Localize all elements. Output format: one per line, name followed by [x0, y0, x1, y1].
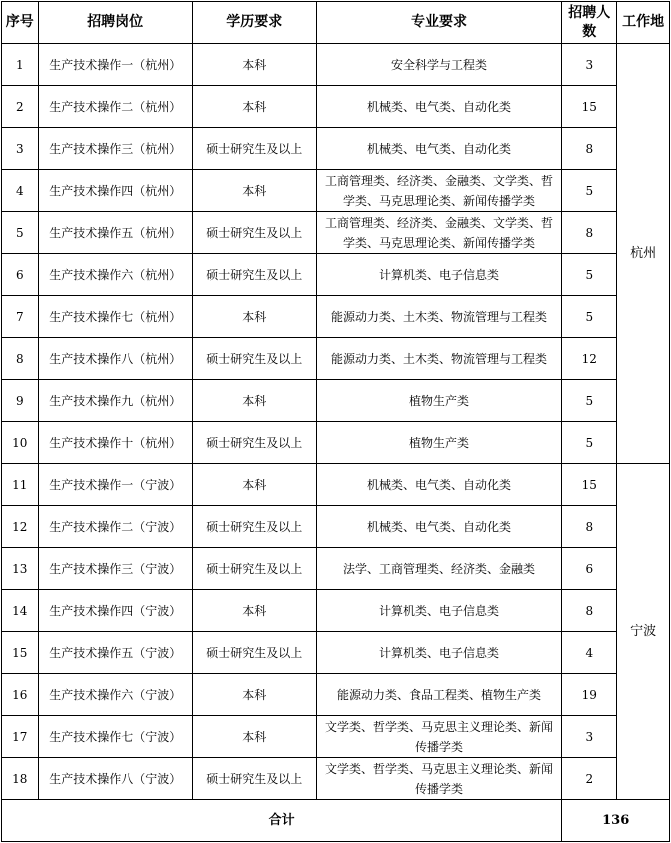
- table-row: [2, 338, 670, 380]
- cell-major: 工商管理类、经济类、金融类、文学类、哲学类、马克思理论类、新闻传播学类: [316, 212, 562, 254]
- cell-major: 工商管理类、经济类、金融类、文学类、哲学类、马克思理论类、新闻传播学类: [316, 170, 562, 212]
- table-row: [2, 716, 670, 758]
- cell-count: 12: [562, 338, 617, 380]
- cell-education: 本科: [192, 86, 316, 128]
- cell-index: 2: [2, 86, 39, 128]
- header-location: 工作地: [617, 2, 670, 44]
- cell-education: 硕士研究生及以上: [192, 254, 316, 296]
- cell-count: 8: [562, 506, 617, 548]
- cell-major: 法学、工商管理类、经济类、金融类: [316, 548, 562, 590]
- cell-major: 机械类、电气类、自动化类: [316, 464, 562, 506]
- cell-count: 8: [562, 212, 617, 254]
- table-row: [2, 506, 670, 548]
- cell-position: 生产技术操作二（宁波）: [38, 506, 192, 548]
- table-row: [2, 44, 670, 86]
- cell-position: 生产技术操作三（宁波）: [38, 548, 192, 590]
- cell-count: 5: [562, 170, 617, 212]
- cell-count: 6: [562, 548, 617, 590]
- cell-index: 4: [2, 170, 39, 212]
- cell-count: 4: [562, 632, 617, 674]
- cell-position: 生产技术操作二（杭州）: [38, 86, 192, 128]
- table-body: [2, 44, 670, 842]
- cell-index: 14: [2, 590, 39, 632]
- table-row: [2, 632, 670, 674]
- table-row: [2, 758, 670, 800]
- cell-position: 生产技术操作十（杭州）: [38, 422, 192, 464]
- cell-education: 本科: [192, 296, 316, 338]
- cell-major: 文学类、哲学类、马克思主义理论类、新闻传播学类: [316, 716, 562, 758]
- cell-major: 计算机类、电子信息类: [316, 590, 562, 632]
- cell-major: 植物生产类: [316, 422, 562, 464]
- cell-position: 生产技术操作六（杭州）: [38, 254, 192, 296]
- cell-count: 15: [562, 86, 617, 128]
- cell-count: 5: [562, 296, 617, 338]
- cell-index: 10: [2, 422, 39, 464]
- cell-count: 5: [562, 254, 617, 296]
- table-row: [2, 254, 670, 296]
- cell-position: 生产技术操作八（杭州）: [38, 338, 192, 380]
- cell-education: 硕士研究生及以上: [192, 212, 316, 254]
- cell-major: 安全科学与工程类: [316, 44, 562, 86]
- table-row: [2, 464, 670, 506]
- cell-index: 6: [2, 254, 39, 296]
- cell-index: 1: [2, 44, 39, 86]
- cell-index: 3: [2, 128, 39, 170]
- cell-major: 机械类、电气类、自动化类: [316, 506, 562, 548]
- cell-major: 能源动力类、土木类、物流管理与工程类: [316, 296, 562, 338]
- cell-major: 植物生产类: [316, 380, 562, 422]
- cell-index: 16: [2, 674, 39, 716]
- cell-count: 5: [562, 422, 617, 464]
- location-ningbo: 宁波: [617, 464, 670, 800]
- cell-major: 能源动力类、土木类、物流管理与工程类: [316, 338, 562, 380]
- cell-position: 生产技术操作四（杭州）: [38, 170, 192, 212]
- cell-count: 2: [562, 758, 617, 800]
- table-row: [2, 86, 670, 128]
- cell-education: 本科: [192, 170, 316, 212]
- cell-index: 18: [2, 758, 39, 800]
- header-index: 序号: [2, 2, 39, 44]
- cell-major: 文学类、哲学类、马克思主义理论类、新闻传播学类: [316, 758, 562, 800]
- cell-index: 13: [2, 548, 39, 590]
- table-row: [2, 212, 670, 254]
- table-row: [2, 296, 670, 338]
- table-row: [2, 674, 670, 716]
- cell-education: 硕士研究生及以上: [192, 128, 316, 170]
- header-education: 学历要求: [192, 2, 316, 44]
- cell-major: 计算机类、电子信息类: [316, 254, 562, 296]
- cell-position: 生产技术操作七（杭州）: [38, 296, 192, 338]
- cell-position: 生产技术操作五（宁波）: [38, 632, 192, 674]
- cell-index: 15: [2, 632, 39, 674]
- total-value: 136: [562, 800, 670, 842]
- cell-count: 8: [562, 590, 617, 632]
- cell-education: 硕士研究生及以上: [192, 758, 316, 800]
- cell-count: 3: [562, 44, 617, 86]
- cell-education: 本科: [192, 590, 316, 632]
- cell-position: 生产技术操作一（杭州）: [38, 44, 192, 86]
- cell-major: 计算机类、电子信息类: [316, 632, 562, 674]
- cell-education: 本科: [192, 464, 316, 506]
- cell-education: 硕士研究生及以上: [192, 338, 316, 380]
- cell-position: 生产技术操作一（宁波）: [38, 464, 192, 506]
- table-row: [2, 128, 670, 170]
- table-row: [2, 170, 670, 212]
- cell-count: 3: [562, 716, 617, 758]
- cell-count: 5: [562, 380, 617, 422]
- cell-position: 生产技术操作三（杭州）: [38, 128, 192, 170]
- table-row: [2, 422, 670, 464]
- cell-education: 硕士研究生及以上: [192, 422, 316, 464]
- cell-major: 机械类、电气类、自动化类: [316, 86, 562, 128]
- table-row: [2, 548, 670, 590]
- cell-position: 生产技术操作七（宁波）: [38, 716, 192, 758]
- cell-index: 17: [2, 716, 39, 758]
- header-major: 专业要求: [316, 2, 562, 44]
- cell-education: 硕士研究生及以上: [192, 506, 316, 548]
- cell-index: 5: [2, 212, 39, 254]
- cell-education: 硕士研究生及以上: [192, 632, 316, 674]
- cell-index: 12: [2, 506, 39, 548]
- total-row: [2, 800, 670, 842]
- cell-education: 本科: [192, 44, 316, 86]
- cell-count: 15: [562, 464, 617, 506]
- recruitment-table: [1, 1, 670, 842]
- cell-index: 11: [2, 464, 39, 506]
- cell-index: 8: [2, 338, 39, 380]
- location-hangzhou: 杭州: [617, 44, 670, 464]
- cell-education: 本科: [192, 716, 316, 758]
- cell-position: 生产技术操作五（杭州）: [38, 212, 192, 254]
- table-row: [2, 380, 670, 422]
- cell-position: 生产技术操作四（宁波）: [38, 590, 192, 632]
- cell-education: 本科: [192, 380, 316, 422]
- cell-education: 硕士研究生及以上: [192, 548, 316, 590]
- cell-major: 机械类、电气类、自动化类: [316, 128, 562, 170]
- cell-index: 9: [2, 380, 39, 422]
- cell-position: 生产技术操作八（宁波）: [38, 758, 192, 800]
- header-row: [2, 2, 670, 44]
- cell-education: 本科: [192, 674, 316, 716]
- total-label: 合计: [2, 800, 562, 842]
- header-position: 招聘岗位: [38, 2, 192, 44]
- cell-major: 能源动力类、食品工程类、植物生产类: [316, 674, 562, 716]
- cell-position: 生产技术操作六（宁波）: [38, 674, 192, 716]
- cell-count: 8: [562, 128, 617, 170]
- header-count: 招聘人数: [562, 2, 617, 44]
- cell-position: 生产技术操作九（杭州）: [38, 380, 192, 422]
- table-row: [2, 590, 670, 632]
- cell-count: 19: [562, 674, 617, 716]
- cell-index: 7: [2, 296, 39, 338]
